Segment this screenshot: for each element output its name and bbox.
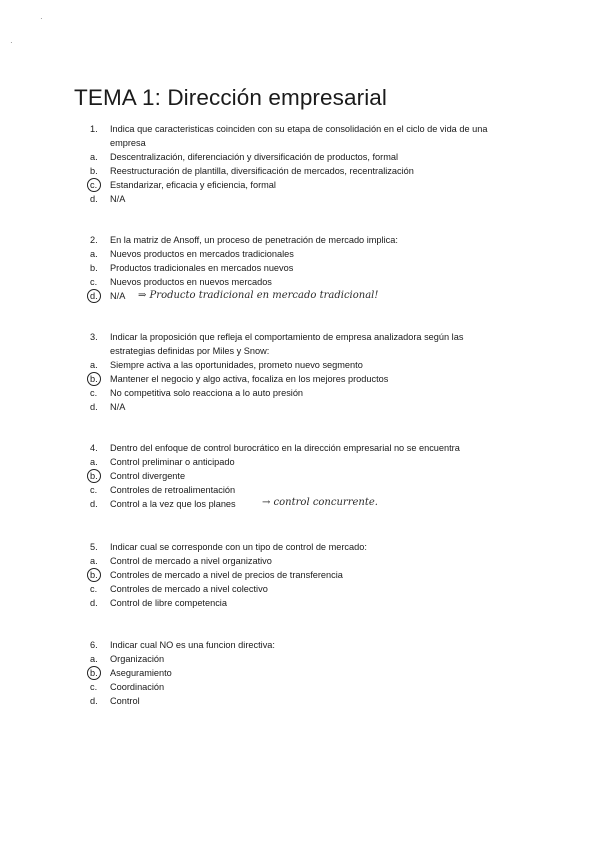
option-text: Control — [110, 696, 140, 706]
option-letter: c. — [90, 388, 98, 398]
option-letter: c. — [90, 180, 98, 190]
question-stem: Indica que caracteristicas coinciden con su etapa de consolidación en el ciclo de vida de una empresa — [110, 124, 488, 148]
scan-speck: · — [10, 38, 13, 47]
question-number: 6. — [90, 640, 98, 650]
option-letter: d. — [90, 194, 98, 204]
option-letter: a. — [90, 457, 98, 467]
option-text: Nuevos productos en nuevos mercados — [110, 277, 272, 287]
question-number: 3. — [90, 332, 98, 342]
option-text: Controles de retroalimentación — [110, 485, 236, 495]
option-text: Control a la vez que los planes — [110, 499, 236, 509]
option-letter: b. — [90, 166, 98, 176]
question-number: 2. — [90, 235, 98, 245]
scan-speck: · — [40, 14, 43, 23]
question-3 — [90, 330, 510, 414]
option-text: Reestructuración de plantilla, diversificación de mercados, recentralización — [110, 166, 414, 176]
option-text: Control de mercado a nivel organizativo — [110, 556, 272, 566]
option-b — [90, 164, 510, 178]
option-text: Organización — [110, 654, 165, 664]
option-b — [90, 372, 510, 386]
option-a — [90, 247, 510, 261]
option-text: Control de libre competencia — [110, 598, 227, 608]
option-a — [90, 652, 510, 666]
option-text: Controles de mercado a nivel colectivo — [110, 584, 268, 594]
option-letter: d. — [90, 291, 98, 301]
question-text — [90, 233, 510, 247]
option-d — [90, 694, 510, 708]
option-letter: a. — [90, 249, 98, 259]
question-text — [90, 638, 510, 652]
option-letter: a. — [90, 556, 98, 566]
option-c — [90, 582, 510, 596]
option-d — [90, 400, 510, 414]
option-letter: c. — [90, 682, 98, 692]
option-b — [90, 261, 510, 275]
option-text: Siempre activa a las oportunidades, prometo nuevo segmento — [110, 360, 363, 370]
option-text: N/A — [110, 291, 126, 301]
option-letter: c. — [90, 277, 98, 287]
question-4 — [90, 441, 510, 511]
option-text: Nuevos productos en mercados tradicionales — [110, 249, 294, 259]
option-text: N/A — [110, 402, 126, 412]
question-6 — [90, 638, 510, 708]
option-text: Control preliminar o anticipado — [110, 457, 235, 467]
question-2 — [90, 233, 510, 303]
option-a — [90, 554, 510, 568]
option-b — [90, 666, 510, 680]
question-stem: Indicar cual NO es una funcion directiva: — [110, 640, 275, 650]
question-text — [90, 122, 510, 150]
option-text: Coordinación — [110, 682, 165, 692]
option-c — [90, 680, 510, 694]
question-5 — [90, 540, 510, 610]
option-d — [90, 192, 510, 206]
option-letter: a. — [90, 152, 98, 162]
option-letter: d. — [90, 402, 98, 412]
option-letter: d. — [90, 696, 98, 706]
option-text: Control divergente — [110, 471, 186, 481]
option-letter: b. — [90, 471, 98, 481]
question-number: 5. — [90, 542, 98, 552]
option-c — [90, 386, 510, 400]
option-letter: a. — [90, 654, 98, 664]
option-letter: b. — [90, 263, 98, 273]
handwritten-note: ⇒ Producto tradicional en mercado tradicional! — [138, 290, 379, 301]
option-letter: d. — [90, 499, 98, 509]
option-text: No competitiva solo reacciona a lo auto presión — [110, 388, 304, 398]
question-stem: Indicar la proposición que refleja el comportamiento de empresa analizadora según las estrategias definidas por Miles y Snow: — [110, 332, 464, 356]
question-1 — [90, 122, 510, 206]
option-c — [90, 483, 510, 497]
option-c — [90, 275, 510, 289]
option-letter: c. — [90, 584, 98, 594]
option-c — [90, 178, 510, 192]
option-letter: d. — [90, 598, 98, 608]
option-letter: c. — [90, 485, 98, 495]
option-text: Estandarizar, eficacia y eficiencia, formal — [110, 180, 276, 190]
option-text: Aseguramiento — [110, 668, 172, 678]
option-letter: b. — [90, 668, 98, 678]
option-b — [90, 469, 510, 483]
handwritten-note: → control concurrente. — [262, 497, 378, 508]
option-d — [90, 596, 510, 610]
option-letter: b. — [90, 570, 98, 580]
option-text: N/A — [110, 194, 126, 204]
question-text — [90, 441, 510, 455]
question-text — [90, 540, 510, 554]
option-text: Controles de mercado a nivel de precios de transferencia — [110, 570, 343, 580]
question-number: 4. — [90, 443, 98, 453]
option-d — [90, 289, 510, 303]
option-text: Mantener el negocio y algo activa, focaliza en los mejores productos — [110, 374, 389, 384]
option-d — [90, 497, 510, 511]
question-number: 1. — [90, 124, 98, 134]
question-text — [90, 330, 510, 358]
option-a — [90, 358, 510, 372]
option-text: Descentralización, diferenciación y diversificación de productos, formal — [110, 152, 399, 162]
option-a — [90, 455, 510, 469]
question-stem: Indicar cual se corresponde con un tipo de control de mercado: — [110, 542, 367, 552]
option-text: Productos tradicionales en mercados nuevos — [110, 263, 294, 273]
option-letter: b. — [90, 374, 98, 384]
question-stem: En la matriz de Ansoff, un proceso de penetración de mercado implica: — [110, 235, 398, 245]
page-title: TEMA 1: Dirección empresarial — [74, 85, 387, 111]
option-letter: a. — [90, 360, 98, 370]
option-b — [90, 568, 510, 582]
question-stem: Dentro del enfoque de control burocrático en la dirección empresarial no se encuentra — [110, 443, 460, 453]
option-a — [90, 150, 510, 164]
